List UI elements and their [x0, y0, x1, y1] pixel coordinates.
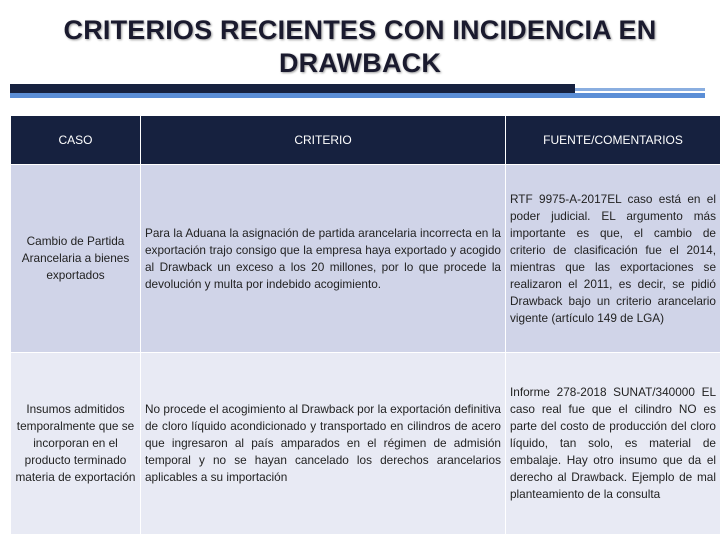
table-row [11, 165, 720, 353]
page-title [0, 14, 720, 80]
table-row [11, 353, 720, 535]
header-criterio: CRITERIO [141, 116, 506, 165]
cell-fuente: RTF 9975-A-2017EL caso está en el poder judicial. EL argumento más importante es que, el cambio de criterio de clasificación fue el 2014, mientras que las exportaciones se realizaron el 2011, es decir, se pidió Drawback bajo un criterio arancelario vigente (artículo 149 de LGA) [506, 165, 720, 353]
title-underline-dark [10, 84, 575, 93]
cell-caso: Insumos admitidos temporalmente que se incorporan en el producto terminado materia de exportación [11, 353, 141, 535]
table-header-row [11, 116, 720, 165]
cell-criterio: No procede el acogimiento al Drawback por la exportación definitiva de cloro líquido acondicionado y transportado en cilindros de acero que ingresaron al país amparados en el régimen de admisión temporal y no se hayan cancelado los derechos arancelarios aplicables a su importación [141, 353, 506, 535]
header-fuente: FUENTE/COMENTARIOS [506, 116, 720, 165]
title-line-2: DRAWBACK [278, 48, 442, 78]
title-underline-blue [10, 93, 705, 98]
title-underline-accent [575, 88, 705, 91]
cell-criterio: Para la Aduana la asignación de partida arancelaria incorrecta en la exportación trajo consigo que la empresa haya exportado y acogido al Drawback un exceso a los 20 millones, por lo que procede la devolución y multa por indebido acogimiento. [141, 165, 506, 353]
cell-caso: Cambio de Partida Arancelaria a bienes exportados [11, 165, 141, 353]
criteria-table [10, 115, 720, 535]
cell-fuente: Informe 278-2018 SUNAT/340000 EL caso real fue que el cilindro NO es parte del costo de producción del cloro líquido, tan solo, es material de embalaje. Hay otro insumo que da el derecho al Drawback. Ejemplo de mal planteamiento de la consulta [506, 353, 720, 535]
header-caso: CASO [11, 116, 141, 165]
title-line-1: CRITERIOS RECIENTES CON INCIDENCIA EN [63, 15, 657, 45]
